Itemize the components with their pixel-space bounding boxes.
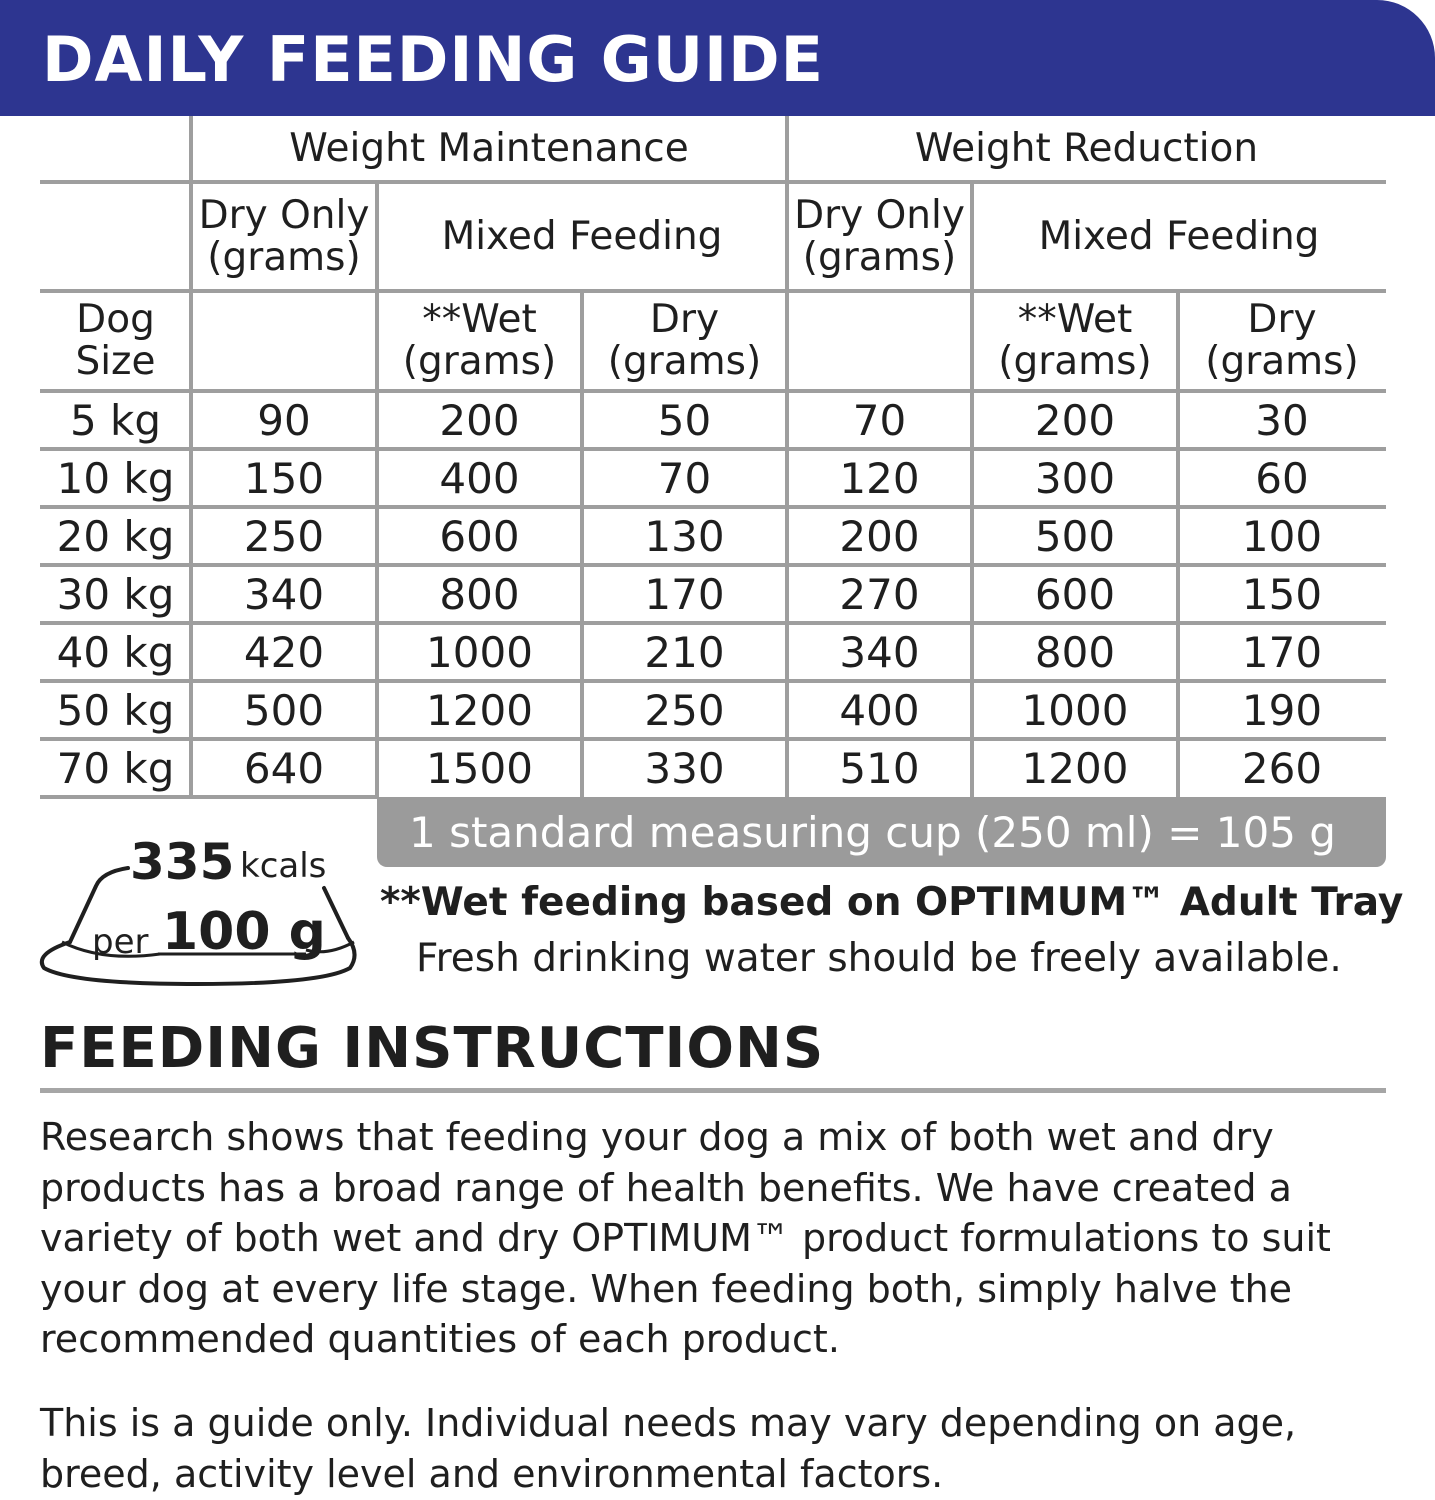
table-cell: 600	[1034, 569, 1116, 619]
column-header-dog-size: Dog Size	[75, 297, 156, 384]
dog-size-cell: 40 kg	[56, 627, 175, 677]
grid-line	[580, 291, 584, 797]
table-cell: 30	[1255, 395, 1309, 445]
dog-size-cell: 30 kg	[56, 569, 175, 619]
table-cell: 1500	[426, 743, 533, 793]
dog-size-cell: 10 kg	[56, 453, 175, 503]
subheader-dry-only: Dry Only (grams)	[794, 192, 965, 280]
table-cell: 120	[839, 453, 920, 503]
water-note: Fresh drinking water should be freely available.	[416, 936, 1342, 981]
table-cell: 510	[839, 743, 920, 793]
table-cell: 500	[243, 685, 325, 735]
page-title: DAILY FEEDING GUIDE	[42, 23, 824, 96]
column-header-dry: Dry (grams)	[607, 297, 762, 384]
subheader-dry-only: Dry Only (grams)	[198, 192, 370, 280]
grid-line	[40, 795, 379, 799]
table-cell: 90	[257, 395, 311, 445]
grid-line	[1176, 291, 1180, 797]
table-cell: 340	[839, 627, 920, 677]
table-cell: 300	[1034, 453, 1116, 503]
table-cell: 800	[439, 569, 520, 619]
column-header-wet: **Wet (grams)	[998, 297, 1152, 384]
dog-size-cell: 20 kg	[56, 511, 175, 561]
wet-feeding-note: **Wet feeding based on OPTIMUM™ Adult Tray	[380, 880, 1404, 925]
table-cell: 130	[644, 511, 725, 561]
header-banner	[0, 0, 1435, 116]
table-cell: 70	[852, 395, 907, 445]
grid-line	[40, 679, 1386, 683]
instructions-title: FEEDING INSTRUCTIONS	[40, 1016, 825, 1081]
energy-per: per	[92, 922, 149, 962]
table-cell: 340	[243, 569, 325, 619]
table-cell: 60	[1255, 453, 1309, 503]
grid-line	[970, 182, 974, 797]
table-cell: 190	[1241, 685, 1323, 735]
grid-line	[375, 182, 379, 797]
instructions-paragraph-2: This is a guide only. Individual needs may vary depending on age, breed, activity level and environmental factors.	[40, 1401, 1297, 1496]
grid-line	[40, 563, 1386, 567]
grid-line	[40, 505, 1386, 509]
table-cell: 250	[644, 685, 725, 735]
dog-size-cell: 50 kg	[56, 685, 175, 735]
table-cell: 150	[243, 453, 325, 503]
table-cell: 200	[1034, 395, 1116, 445]
table-cell: 200	[839, 511, 920, 561]
table-cell: 500	[1034, 511, 1116, 561]
table-cell: 100	[1241, 511, 1323, 561]
instructions-paragraph-1: Research shows that feeding your dog a mix of both wet and dry products has a broad range of health benefits. We have created a variety of both wet and dry OPTIMUM™ product formulations to suit your dog at every life stage. When feeding both, simply halve the recommended quantities of each product.	[40, 1115, 1331, 1362]
subheader-mixed-feeding: Mixed Feeding	[441, 213, 723, 259]
dog-size-cell: 70 kg	[56, 743, 175, 793]
grid-line	[785, 116, 789, 797]
energy-unit: kcals	[240, 846, 327, 886]
dog-size-cell: 5 kg	[69, 395, 162, 445]
table-cell: 50	[657, 395, 712, 445]
table-cell: 1000	[426, 627, 533, 677]
table-cell: 70	[657, 453, 712, 503]
grid-line	[40, 621, 1386, 625]
grid-line	[40, 737, 1386, 741]
grid-line	[40, 289, 1386, 293]
grid-line	[189, 116, 193, 797]
grid-line	[40, 447, 1386, 451]
table-cell: 210	[644, 627, 725, 677]
column-header-wet: **Wet (grams)	[402, 297, 557, 384]
table-cell: 640	[243, 743, 325, 793]
table-cell: 1200	[1021, 743, 1129, 793]
energy-per-amount: 100 g	[162, 902, 326, 962]
table-cell: 150	[1241, 569, 1323, 619]
grid-line	[40, 389, 1386, 393]
table-cell: 1000	[1021, 685, 1129, 735]
table-cell: 600	[439, 511, 520, 561]
table-cell: 170	[1241, 627, 1323, 677]
table-cell: 400	[439, 453, 520, 503]
table-cell: 1200	[426, 685, 533, 735]
table-cell: 270	[839, 569, 920, 619]
table-cell: 400	[839, 685, 920, 735]
group-header-reduction: Weight Reduction	[914, 126, 1259, 171]
grid-line	[40, 180, 1386, 184]
cup-measure-note: 1 standard measuring cup (250 ml) = 105 g	[377, 797, 1386, 867]
table-cell: 250	[243, 511, 325, 561]
table-cell: 420	[243, 627, 325, 677]
table-cell: 800	[1034, 627, 1116, 677]
column-header-dry: Dry (grams)	[1205, 297, 1359, 384]
group-header-maintenance: Weight Maintenance	[289, 126, 689, 171]
table-cell: 330	[644, 743, 725, 793]
instructions-divider	[40, 1088, 1386, 1093]
subheader-mixed-feeding: Mixed Feeding	[1038, 213, 1320, 259]
energy-value: 335	[130, 833, 235, 891]
table-cell: 200	[439, 395, 520, 445]
table-cell: 260	[1241, 743, 1323, 793]
table-cell: 170	[644, 569, 725, 619]
